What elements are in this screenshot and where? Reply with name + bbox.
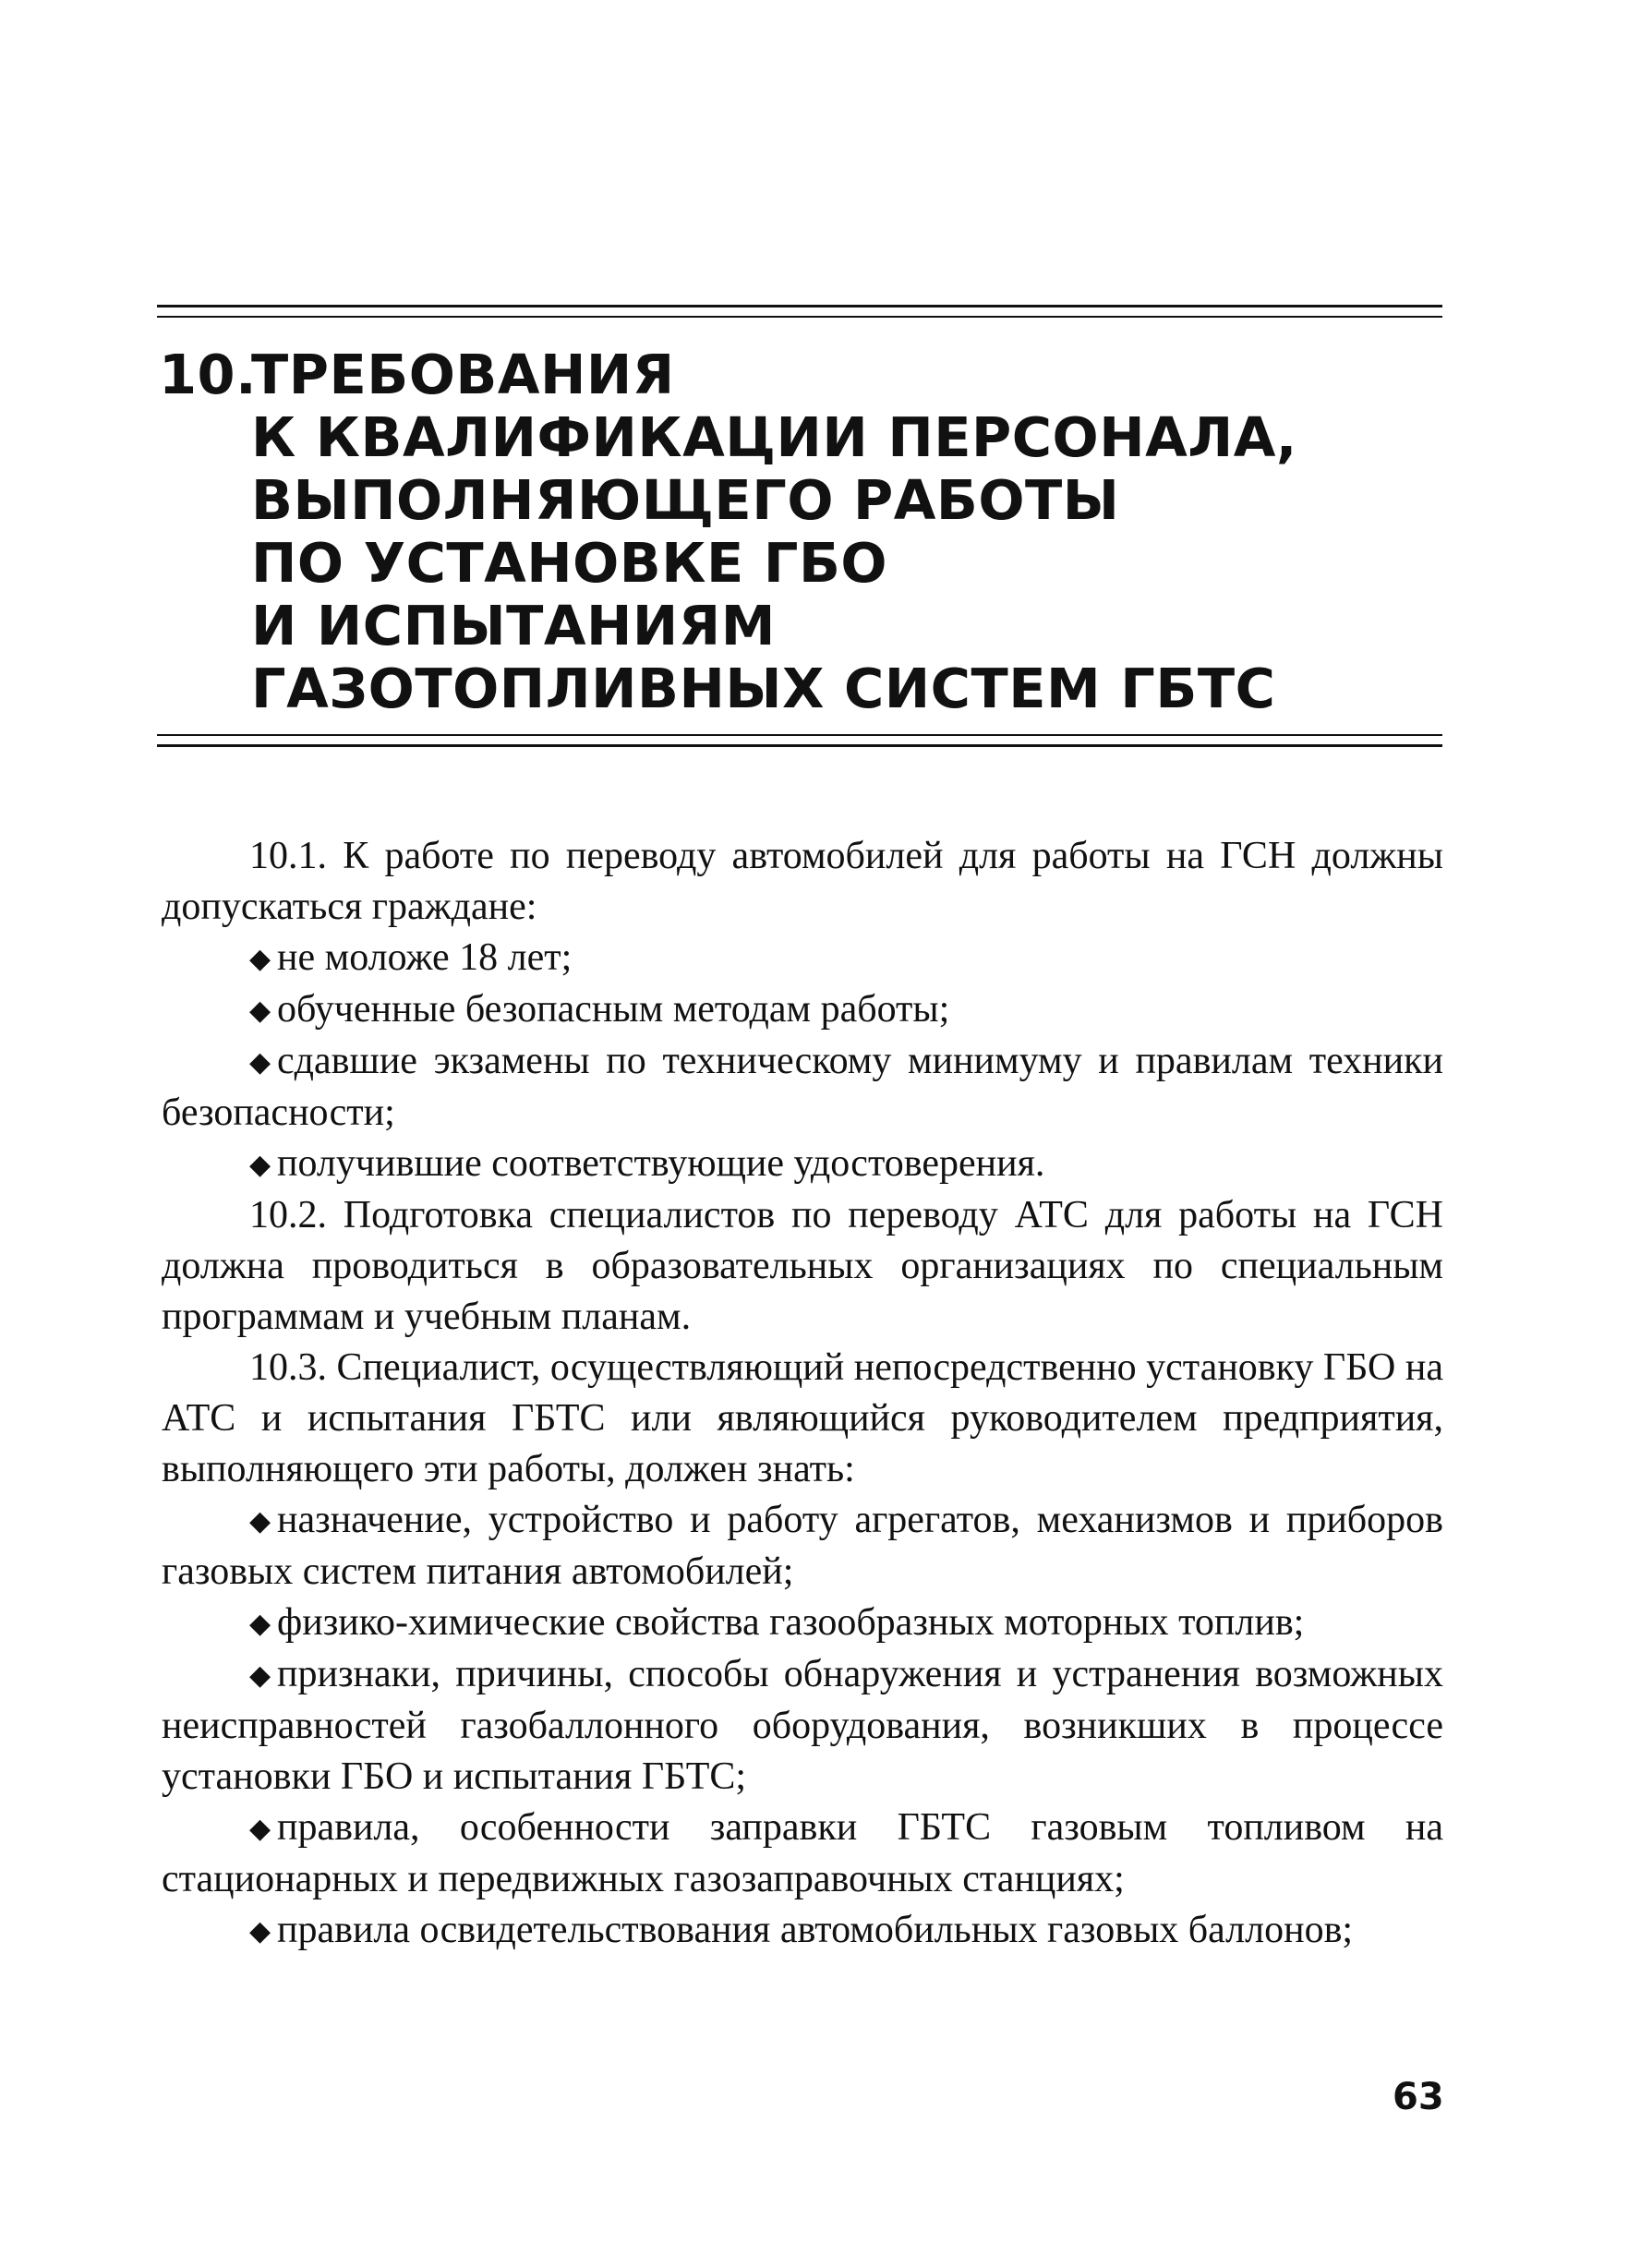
list-item-text: назначение, устройство и работу агрегатов, механизмов и приборов газовых систем питания автомобилей;: [162, 1499, 1443, 1593]
list-item: [162, 984, 1443, 1036]
heading-line-3: ВЫПОЛНЯЮЩЕГО РАБОТЫ: [251, 468, 1120, 532]
heading-top-rule: [157, 305, 1442, 318]
list-item-text: физико-химические свойства газообразных моторных топлив;: [277, 1601, 1305, 1644]
list-item-text: не моложе 18 лет;: [277, 936, 573, 979]
section-number: 10.: [159, 343, 258, 406]
list-item: [162, 1598, 1443, 1649]
list-item-text: правила освидетельствования автомобильных газовых баллонов;: [277, 1909, 1354, 1951]
list-item: [162, 1905, 1443, 1957]
diamond-bullet-icon: ◆: [249, 1916, 271, 1947]
diamond-bullet-icon: ◆: [249, 1150, 271, 1180]
list-item-text: обученные безопасным методам работы;: [277, 988, 950, 1031]
heading-line-1: [159, 344, 1452, 406]
list-item-text: сдавшие экзамены по техническому минимуму и правилам техники безопасности;: [162, 1040, 1443, 1134]
rule-thin-line: [157, 734, 1442, 736]
list-item: [162, 1803, 1443, 1905]
rule-thin-line: [157, 316, 1442, 318]
diamond-bullet-icon: ◆: [249, 1506, 271, 1537]
rule-thick-line: [157, 305, 1442, 308]
list-item-text: получившие соответствующие удостоверения.: [277, 1142, 1045, 1185]
body-text: [162, 831, 1443, 1957]
page-number: 63: [1393, 2076, 1444, 2118]
paragraph-10-1: 10.1. К работе по переводу автомобилей для работы на ГСН должны допускаться граждане:: [162, 835, 1443, 928]
diamond-bullet-icon: ◆: [249, 944, 271, 974]
diamond-bullet-icon: ◆: [249, 1047, 271, 1078]
list-item: [162, 1036, 1443, 1139]
list-item: [162, 933, 1443, 984]
rule-thick-line: [157, 744, 1442, 747]
list-item-text: признаки, причины, способы обнаружения и устранения возможных неисправностей газобаллонного оборудования, возникших в процессе установки ГБО и испытания ГБТС;: [162, 1653, 1443, 1798]
paragraph-10-2: 10.2. Подготовка специалистов по переводу АТС для работы на ГСН должна проводиться в образовательных организациях по специальным программам и учебным планам.: [162, 1194, 1443, 1338]
heading-line-5: И ИСПЫТАНИЯМ: [251, 594, 776, 657]
list-item: [162, 1649, 1443, 1803]
heading-line-4: ПО УСТАНОВКЕ ГБО: [251, 531, 888, 595]
paragraph-10-3: 10.3. Специалист, осуществляющий непосредственно установку ГБО на АТС и испытания ГБТС или являющийся руководителем предприятия, выполняющего эти работы, должен знать:: [162, 1346, 1443, 1490]
list-item-text: правила, особенности заправки ГБТС газовым топливом на стационарных и передвижных газозаправочных станциях;: [162, 1806, 1443, 1900]
diamond-bullet-icon: ◆: [249, 995, 271, 1026]
section-heading: [159, 344, 1452, 720]
diamond-bullet-icon: ◆: [249, 1609, 271, 1639]
heading-line-2: К КВАЛИФИКАЦИИ ПЕРСОНАЛА,: [251, 405, 1297, 469]
diamond-bullet-icon: ◆: [249, 1660, 271, 1691]
list-item: [162, 1495, 1443, 1598]
heading-text: ТРЕБОВАНИЯ: [251, 343, 675, 406]
heading-bottom-rule: [157, 734, 1442, 747]
list-item: [162, 1139, 1443, 1190]
heading-line-6: ГАЗОТОПЛИВНЫХ СИСТЕМ ГБТС: [251, 657, 1276, 720]
diamond-bullet-icon: ◆: [249, 1814, 271, 1844]
